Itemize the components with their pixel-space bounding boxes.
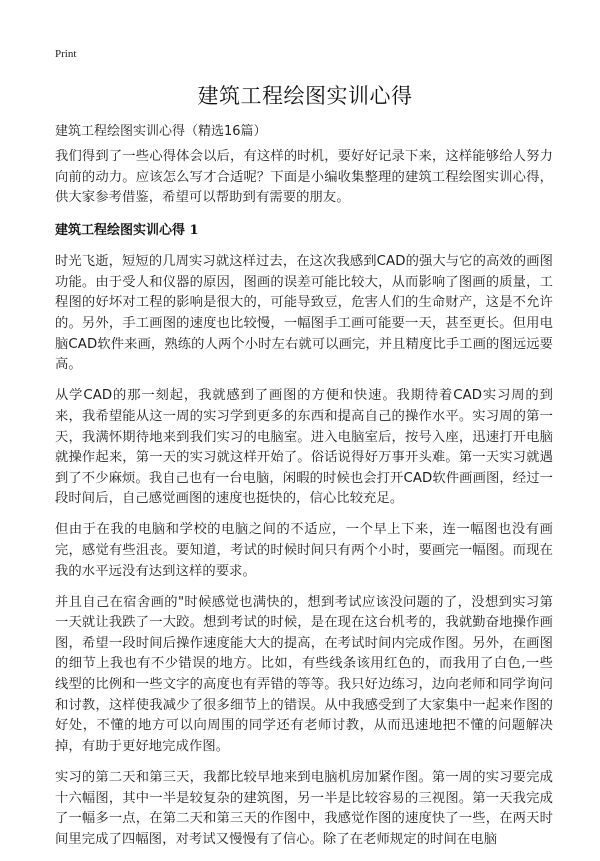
section-heading: 建筑工程绘图实训心得 1 [55,223,199,239]
paragraph: 实习的第二天和第三天，我都比较早地来到电脑机房加紧作图。第一周的实习要完成十六幅图，其中一半是较复杂的建筑图，另一半是比较容易的三视图。第一天我完成了一幅多一点，在第二天和第三天的作图中，我感觉作图的速度快了一些，在两天时间里完成了四幅图，对考试又慢慢有了信心。除了在老师规定的时间在电脑 [55,769,553,847]
paragraph: 但由于在我的电脑和学校的电脑之间的不适应，一个早上下来，连一幅图也没有画完，感觉有些沮丧。要知道，考试的时候时间只有两个小时，要画完一幅图。而现在我的水平远没有达到这样的要求。 [55,522,553,579]
paragraph: 从学CAD的那一刻起，我就感到了画图的方便和快速。我期待着CAD实习周的到来，我希望能从这一周的实习学到更多的东西和提高自己的操作水平。实习周的第一天，我满怀期待地来到我们实习的电脑室。进入电脑室后，按号入座，迅速打开电脑就操作起来，第一天的实习就这样开始了。俗话说得好万事开头难。第一天实习就遇到了不少麻烦。我自己也有一台电脑，闲暇的时候也会打开CAD软件画画图，经过一段时间后，自己感觉画图的速度也挺快的，信心比较充足。 [55,388,553,507]
print-link[interactable]: Print [55,48,77,60]
paragraph: 时光飞逝，短短的几周实习就这样过去，在这次我感到CAD的强大与它的高效的画图功能。由于受人和仪器的原因，图画的误差可能比较大，从而影响了图画的质量，工程图的好坏对工程的影响是很大的，可能导致豆，危害人们的生命财产，这是不允许的。另外，手工画图的速度也比较慢，一幅图手工画可能要一天，甚至更长。但用电脑CAD软件来画，熟练的人两个小时左右就可以画完，并且精度比手工画的图远远要高。 [55,254,553,373]
intro-paragraph: 我们得到了一些心得体会以后，有这样的时机，要好好记录下来，这样能够给人努力向前的动力。应该怎么写才合适呢？下面是小编收集整理的建筑工程绘图实训心得，供大家参考借鉴，希望可以帮助到有需要的朋友。 [55,149,553,206]
document-subtitle: 建筑工程绘图实训心得（精选16篇） [55,124,267,139]
paragraph: 并且自己在宿舍画的"时候感觉也满快的，想到考试应该没问题的了，没想到实习第一天就让我跌了一大跤。想到考试的时候，是在现在这台机考的，我就勤奋地操作画图，希望一段时间后操作速度能大大的提高，在考试时间内完成作图。另外，在画图的细节上我也有不少错误的地方。比如，有些线条该用红色的，而我用了白色,一些线型的比例和一些文字的高度也有弄错的等等。我只好边练习，边向老师和同学询问和讨教，这样使我减少了很多细节上的错误。从中我感受到了大家集中一起来作图的好处，不懂的地方可以向周围的同学还有老师讨教，从而迅速地把不懂的问题解决掉，有助于更好地完成作图。 [55,594,553,754]
document-body [55,147,553,861]
document-title: 建筑工程绘图实训心得 [197,84,413,108]
